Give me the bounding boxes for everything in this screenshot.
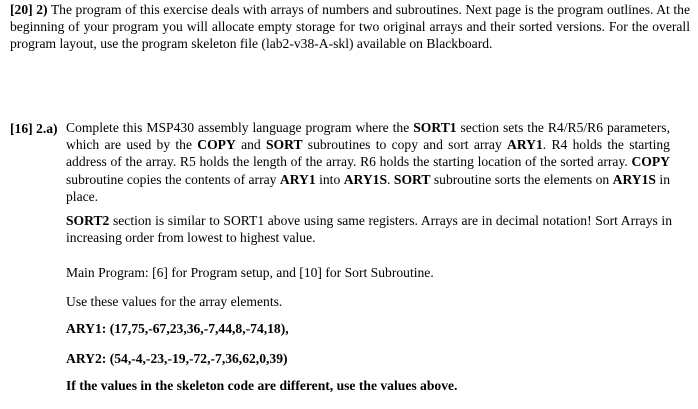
bold-keyword: SORT	[393, 171, 431, 187]
bold-keyword: ARY1S	[612, 171, 656, 187]
ary1-text: ARY1: (17,75,-67,23,36,-7,44,8,-74,18),	[66, 321, 289, 336]
bold-keyword: ARY1	[279, 171, 316, 187]
text-run: . R4 holds the starting address of the array. R5 holds the length of the array. R6 holds the starting location of the sorted array.	[66, 137, 670, 170]
text-run: .	[387, 171, 394, 187]
ary2-text: ARY2: (54,-4,-23,-19,-72,-7,36,62,0,39)	[66, 351, 288, 366]
text-run: into	[315, 171, 344, 187]
text-run: section sets the R4/R5/R6 parameters, which are used by the	[66, 120, 670, 153]
use-values-line: Use these values for the array elements.	[66, 294, 283, 309]
question-2a-label: [16] 2.a)	[10, 121, 58, 136]
question-2-label: [20] 2)	[10, 2, 48, 17]
bold-keyword: ARY1S	[343, 171, 388, 187]
text-run: and	[235, 137, 266, 153]
ary2-values	[66, 350, 672, 367]
text-run: subroutine copies the contents of array	[66, 171, 280, 187]
text-run: in place.	[66, 171, 670, 204]
final-note-text: If the values in the skeleton code are different, use the values above.	[66, 378, 458, 393]
bold-keyword: SORT	[265, 137, 303, 153]
question-2-paragraph	[10, 1, 690, 53]
text-run: Complete this MSP430 assembly language program where the	[66, 120, 414, 135]
bold-keyword: SORT2	[66, 213, 110, 228]
final-note	[66, 377, 672, 394]
bold-keyword: COPY	[631, 154, 670, 170]
text-run: subroutines to copy and sort array	[302, 137, 508, 153]
bold-keyword: COPY	[197, 137, 236, 153]
sort2-paragraph	[66, 212, 672, 246]
question-2a-paragraph	[66, 119, 670, 205]
text-run: section is similar to SORT1 above using same registers. Arrays are in decimal notation! Sort Arrays in increasing order from lowest to highest value.	[66, 213, 672, 246]
question-2-text: The program of this exercise deals with arrays of numbers and subroutines. Next page is the program outlines. At the beginning of your program you will allocate empty storage for two original arrays and their sorted versions. For the overall program layout, use the program skeleton file (lab2-v38-A-skl) available on Blackboard.	[10, 2, 690, 52]
bold-keyword: ARY1	[507, 137, 543, 153]
ary1-values	[66, 320, 672, 337]
text-run: subroutine sorts the elements on	[430, 171, 613, 187]
main-program-line: Main Program: [6] for Program setup, and [10] for Sort Subroutine.	[66, 265, 434, 280]
bold-keyword: SORT1	[413, 120, 457, 135]
